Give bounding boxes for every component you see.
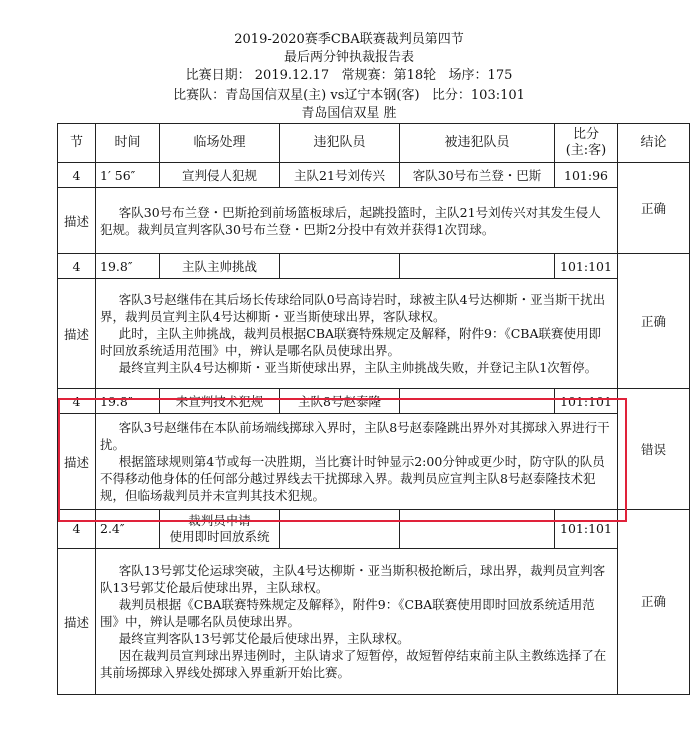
cell-violator: 主队8号赵泰隆 [280, 389, 400, 414]
col-score [555, 124, 618, 163]
desc-label: 描述 [58, 279, 96, 389]
desc-paragraph: 此时，主队主帅挑战，裁判员根据CBA联赛特殊规定及解释，附件9：《CBA联赛使用即时回放系统适用范围》中，辨认是哪名队员使球出界。 [100, 326, 602, 358]
cell-time: 1′ 56″ [96, 163, 160, 188]
col-conclusion: 结论 [618, 124, 690, 163]
col-score-sub: (主:客) [565, 143, 607, 158]
cell-victim [400, 254, 555, 279]
col-period: 节 [58, 124, 96, 163]
desc-cell [96, 414, 618, 510]
cell-score: 101:101 [555, 510, 618, 549]
cell-call: 未宣判技术犯规 [160, 389, 280, 414]
cell-period: 4 [58, 389, 96, 414]
desc-cell [96, 188, 618, 254]
cell-period: 4 [58, 163, 96, 188]
col-call: 临场处理 [160, 124, 280, 163]
col-violator: 违犯队员 [280, 124, 400, 163]
desc-label: 描述 [58, 549, 96, 695]
match-info: 比赛日期： 2019.12.17 常规赛：第18轮 场序：175 [185, 68, 513, 83]
table-header-row [58, 124, 690, 163]
desc-paragraph: 因在裁判员宣判球出界违例时，主队请求了短暂停，故短暂停结束前主队主教练选择了在其前场掷球入界线处掷球入界重新开始比赛。 [100, 648, 607, 680]
cell-victim [400, 510, 555, 549]
cell-violator [280, 510, 400, 549]
teams-score-line: 比赛队：青岛国信双星(主) vs辽宁本钢(客) 比分：103:101 [173, 88, 525, 103]
cell-call-line: 裁判员申请 [188, 513, 251, 528]
cell-conclusion: 正确 [618, 163, 690, 254]
desc-paragraph: 最终宣判客队13号郭艾伦最后使球出界，主队球权。 [118, 631, 410, 646]
cell-score: 101:96 [555, 163, 618, 188]
match-result: 青岛国信双星 胜 [301, 106, 397, 121]
cell-score: 101:101 [555, 389, 618, 414]
desc-paragraph: 客队30号布兰登・巴斯抢到前场篮板球后，起跳投篮时，主队21号刘传兴对其发生侵人犯规。裁判员宣判客队30号布兰登・巴斯2分投中有效并获得1次罚球。 [100, 204, 601, 237]
cell-time: 19.8″ [96, 254, 160, 279]
col-time: 时间 [96, 124, 160, 163]
table-desc-row [58, 279, 690, 389]
desc-label: 描述 [58, 414, 96, 510]
cell-period: 4 [58, 510, 96, 549]
table-desc-row [58, 414, 690, 510]
report-title: 2019-2020赛季CBA联赛裁判员第四节 [234, 32, 464, 47]
report-subtitle: 最后两分钟执裁报告表 [283, 50, 414, 65]
table-row [58, 254, 690, 279]
cell-conclusion: 正确 [618, 510, 690, 695]
desc-paragraph: 客队3号赵继伟在本队前场端线掷球入界时，主队8号赵泰隆跳出界外对其掷球入界进行干扰。 [100, 420, 610, 452]
table-desc-row [58, 549, 690, 695]
cell-violator: 主队21号刘传兴 [280, 163, 400, 188]
desc-cell [96, 279, 618, 389]
desc-paragraph: 根据篮球规则第4节或每一决胜期，当比赛计时钟显示2:00分钟或更少时，防守队的队员不得移动他身体的任何部分越过界线去干扰掷球入界。裁判员应宣判主队8号赵泰隆技术犯规，但临场裁判员并未宣判其技术犯规。 [100, 454, 605, 503]
table-row [58, 389, 690, 414]
cell-victim [400, 389, 555, 414]
desc-cell [96, 549, 618, 695]
table-desc-row [58, 188, 690, 254]
desc-paragraph: 最终宣判主队4号达柳斯・亚当斯使球出界，主队主帅挑战失败，并登记主队1次暂停。 [118, 360, 598, 375]
cell-period: 4 [58, 254, 96, 279]
cell-call: 宣判侵人犯规 [160, 163, 280, 188]
table-row [58, 510, 690, 549]
cell-violator [280, 254, 400, 279]
desc-paragraph: 裁判员根据《CBA联赛特殊规定及解释》，附件9：《CBA联赛使用即时回放系统适用范围》中，辨认是哪名队员使球出界。 [100, 597, 595, 629]
cell-call: 主队主帅挑战 [160, 254, 280, 279]
cell-conclusion: 错误 [618, 389, 690, 510]
cell-conclusion: 正确 [618, 254, 690, 389]
desc-paragraph: 客队3号赵继伟在其后场长传球给同队0号高诗岩时，球被主队4号达柳斯・亚当斯干扰出界，裁判员宣判主队4号达柳斯・亚当斯使球出界，客队球权。 [100, 292, 606, 324]
cell-victim: 客队30号布兰登・巴斯 [400, 163, 555, 188]
table-row [58, 163, 690, 188]
cell-score: 101:101 [555, 254, 618, 279]
col-score-label: 比分 [572, 127, 599, 142]
cell-call [160, 510, 280, 549]
report-table [57, 123, 690, 695]
col-victim: 被违犯队员 [400, 124, 555, 163]
cell-time: 2.4″ [96, 510, 160, 549]
desc-label: 描述 [58, 188, 96, 254]
cell-time: 19.8″ [96, 389, 160, 414]
cell-call-line: 使用即时回放系统 [169, 529, 270, 544]
desc-paragraph: 客队13号郭艾伦运球突破，主队4号达柳斯・亚当斯积极抢断后，球出界，裁判员宣判客队13号郭艾伦最后使球出界，主队球权。 [100, 563, 606, 595]
